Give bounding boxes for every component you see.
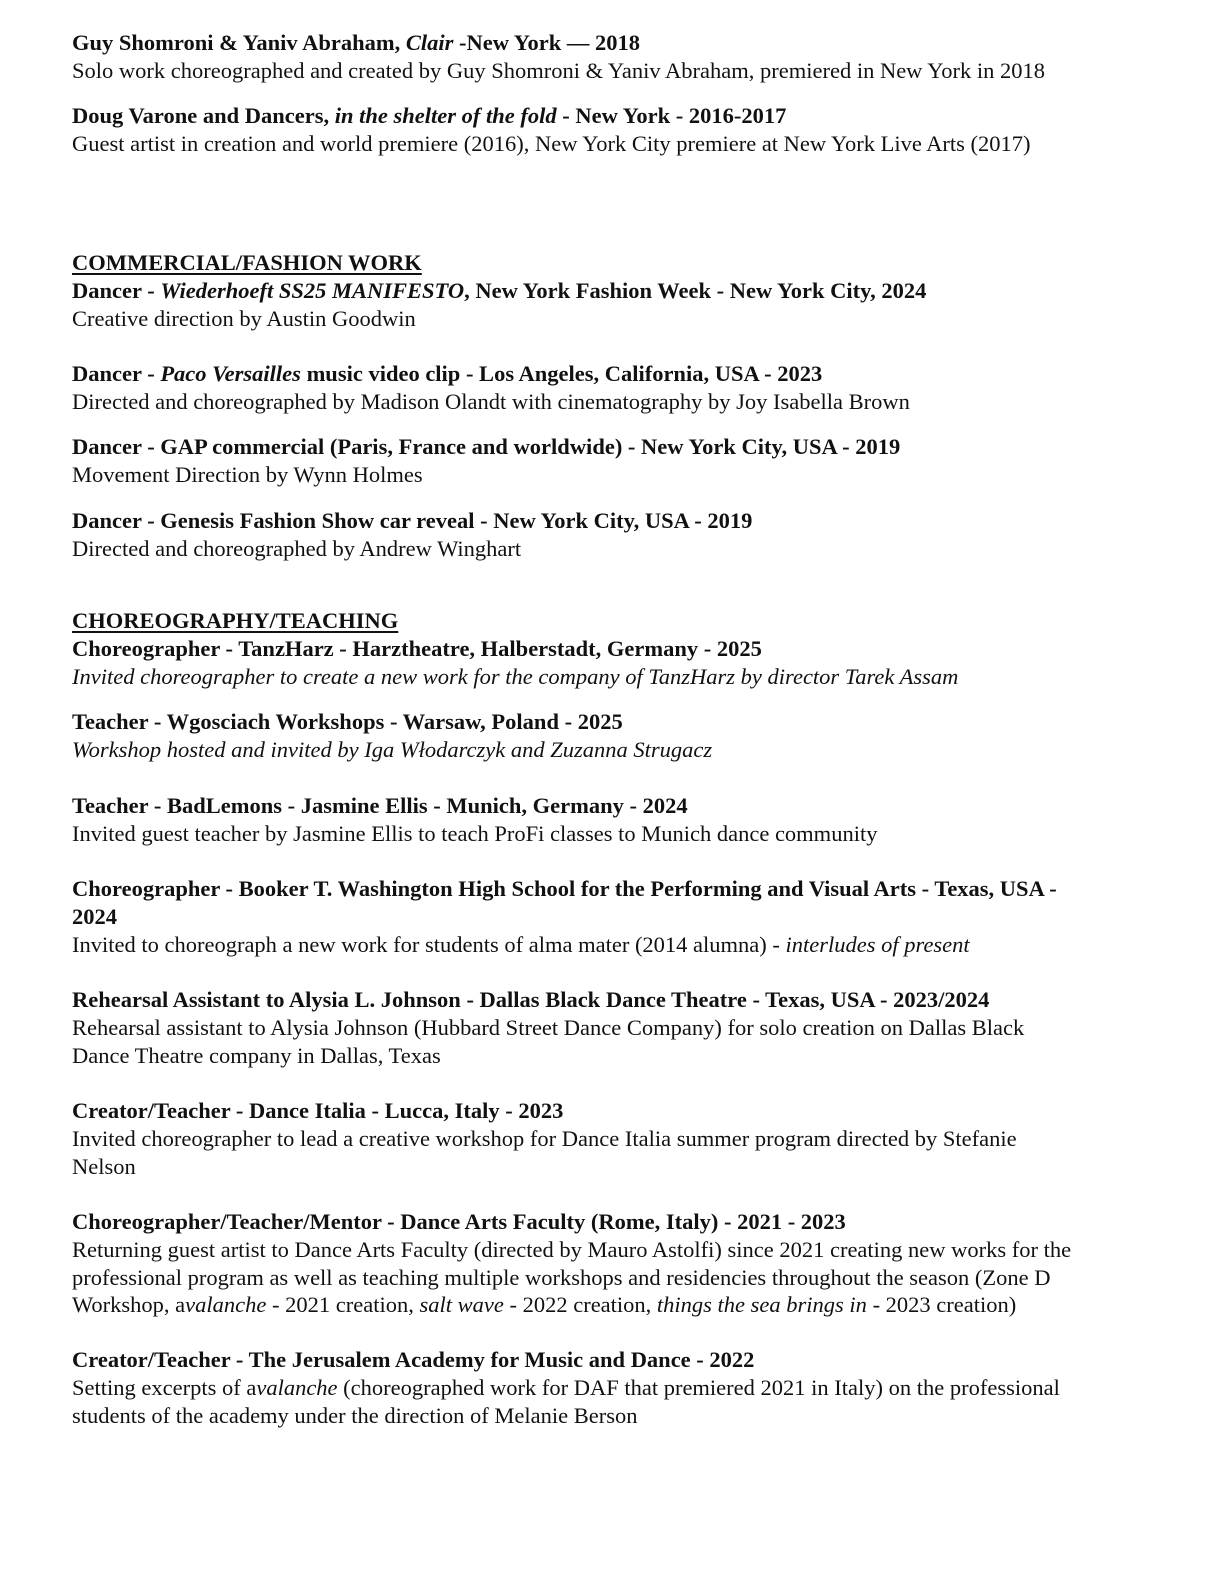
entry-description: Guest artist in creation and world premiere (2016), New York City premiere at New York Live Arts (2017) xyxy=(72,131,1031,156)
entry-description-continued: Workshop, avalanche - 2021 creation, salt wave - 2022 creation, things the sea brings in - 2023 creation) xyxy=(72,1292,1017,1317)
entry-description-continued: Dance Theatre company in Dallas, Texas xyxy=(72,1043,441,1068)
entry-description: Creative direction by Austin Goodwin xyxy=(72,306,416,331)
entry-description: Rehearsal assistant to Alysia Johnson (Hubbard Street Dance Company) for solo creation on Dallas Black xyxy=(72,1015,1025,1040)
entry-title: Guy Shomroni & Yaniv Abraham, Clair -New York — 2018 xyxy=(72,30,641,55)
entry-title: Dancer - Genesis Fashion Show car reveal - New York City, USA - 2019 xyxy=(72,508,753,533)
entry-title-continued: 2024 xyxy=(72,904,117,929)
entry-description: Invited choreographer to create a new work for the company of TanzHarz by director Tarek Assam xyxy=(72,664,959,689)
entry-description-continued: Nelson xyxy=(72,1154,136,1179)
entry-title: Teacher - BadLemons - Jasmine Ellis - Munich, Germany - 2024 xyxy=(72,793,688,818)
entry-title: Teacher - Wgosciach Workshops - Warsaw, Poland - 2025 xyxy=(72,709,623,734)
entry-title: Creator/Teacher - Dance Italia - Lucca, Italy - 2023 xyxy=(72,1098,564,1123)
entry-description: Solo work choreographed and created by Guy Shomroni & Yaniv Abraham, premiered in New York in 2018 xyxy=(72,58,1045,83)
entry-title: Choreographer/Teacher/Mentor - Dance Arts Faculty (Rome, Italy) - 2021 - 2023 xyxy=(72,1209,846,1234)
entry-description-continued: professional program as well as teaching multiple workshops and residencies throughout the season (Zone D xyxy=(72,1265,1051,1290)
entry-title: Dancer - GAP commercial (Paris, France and worldwide) - New York City, USA - 2019 xyxy=(72,434,901,459)
section-heading-commercial: COMMERCIAL/FASHION WORK xyxy=(72,250,422,275)
entry-title: Doug Varone and Dancers, in the shelter of the fold - New York - 2016-2017 xyxy=(72,103,787,128)
entry-title: Rehearsal Assistant to Alysia L. Johnson - Dallas Black Dance Theatre - Texas, USA - 2023/2024 xyxy=(72,987,990,1012)
entry-description: Workshop hosted and invited by Iga Włodarczyk and Zuzanna Strugacz xyxy=(72,737,713,762)
entry-description: Invited choreographer to lead a creative workshop for Dance Italia summer program directed by Stefanie xyxy=(72,1126,1017,1151)
entry-title: Dancer - Wiederhoeft SS25 MANIFESTO, New York Fashion Week - New York City, 2024 xyxy=(72,278,927,303)
entry-title: Dancer - Paco Versailles music video clip - Los Angeles, California, USA - 2023 xyxy=(72,361,823,386)
entry-title: Creator/Teacher - The Jerusalem Academy for Music and Dance - 2022 xyxy=(72,1347,755,1372)
entry-description: Movement Direction by Wynn Holmes xyxy=(72,462,423,487)
section-heading-choreography: CHOREOGRAPHY/TEACHING xyxy=(72,608,399,633)
entry-description: Directed and choreographed by Andrew Winghart xyxy=(72,536,522,561)
entry-description: Setting excerpts of avalanche (choreographed work for DAF that premiered 2021 in Italy) on the professional xyxy=(72,1375,1060,1400)
entry-description: Directed and choreographed by Madison Olandt with cinematography by Joy Isabella Brown xyxy=(72,389,910,414)
entry-description: Invited to choreograph a new work for students of alma mater (2014 alumna) - interludes of present xyxy=(72,932,970,957)
entry-title: Choreographer - TanzHarz - Harztheatre, Halberstadt, Germany - 2025 xyxy=(72,636,762,661)
entry-description: Returning guest artist to Dance Arts Faculty (directed by Mauro Astolfi) since 2021 creating new works for the xyxy=(72,1237,1072,1262)
entry-description-continued: students of the academy under the direction of Melanie Berson xyxy=(72,1403,638,1428)
entry-description: Invited guest teacher by Jasmine Ellis to teach ProFi classes to Munich dance community xyxy=(72,821,878,846)
entry-title: Choreographer - Booker T. Washington High School for the Performing and Visual Arts - Texas, USA - xyxy=(72,876,1057,901)
